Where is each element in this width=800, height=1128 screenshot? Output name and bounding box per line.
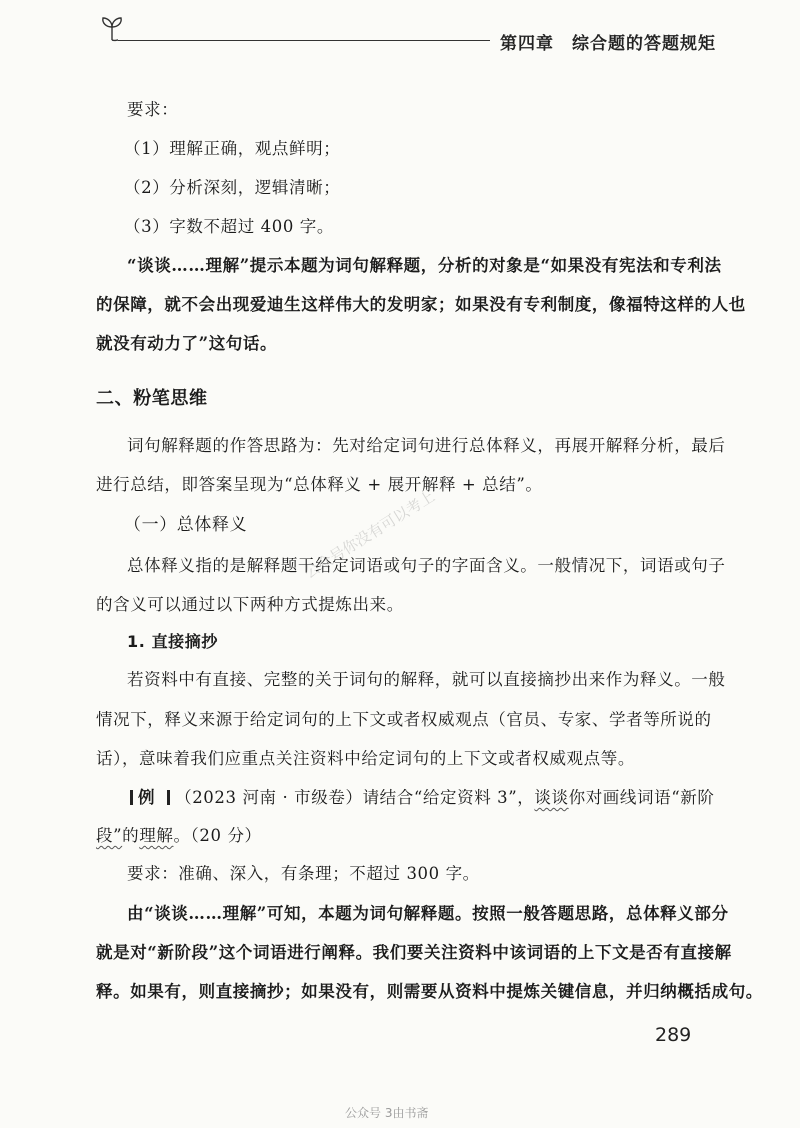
paragraph-line: 的含义可以通过以下两种方式提炼出来。 xyxy=(96,595,404,614)
leaf-sprout-icon xyxy=(96,14,128,46)
paragraph-line: 总体释义指的是解释题干给定词语或句子的字面含义。一般情况下，词语或句子 xyxy=(127,556,726,575)
page-number: 289 xyxy=(655,1024,692,1046)
header-rule xyxy=(118,40,490,41)
example-tag: 例 xyxy=(125,788,175,807)
paragraph-line: 词句解释题的作答思路为：先对给定词句进行总体释义，再展开解释分析，最后 xyxy=(127,436,726,455)
example-requirement: 要求：准确、深入，有条理；不超过 300 字。 xyxy=(127,864,480,883)
analysis-line: 由“谈谈……理解”可知，本题为词句解释题。按照一般答题思路，总体释义部分 xyxy=(127,904,729,923)
requirement-item: （3）字数不超过 400 字。 xyxy=(124,217,334,236)
analysis-line: 就是对“新阶段”这个词语进行阐释。我们要关注资料中该词语的上下文是否有直接解 xyxy=(96,943,732,962)
analysis-line: 的保障，就不会出现爱迪生这样伟大的发明家；如果没有专利制度，像福特这样的人也 xyxy=(96,295,746,314)
analysis-line: 就没有动力了”这句话。 xyxy=(96,334,278,353)
wavy-underline-text: 理解 xyxy=(139,826,174,845)
paragraph-line: 进行总结，即答案呈现为“总体释义 + 展开解释 + 总结”。 xyxy=(96,475,543,494)
analysis-line: “谈谈……理解”提示本题为词句解释题，分析的对象是“如果没有宪法和专利法 xyxy=(127,256,722,275)
chapter-title: 综合题的答题规矩 xyxy=(572,34,716,54)
running-header xyxy=(500,29,716,54)
requirement-item: （1）理解正确，观点鲜明； xyxy=(124,139,341,158)
chapter-number: 第四章 xyxy=(500,34,554,54)
method-heading: 1. 直接摘抄 xyxy=(127,632,218,651)
example-question-line: 例 （2023 河南 · 市级卷）请结合“给定资料 3”，谈谈你对画线词语“新阶 xyxy=(125,784,714,808)
wavy-underline-text: 谈谈 xyxy=(534,788,569,807)
requirements-title: 要求： xyxy=(127,100,179,119)
footer-stamp: 公众号 3由书斋 xyxy=(345,1106,429,1120)
section-heading: 二、粉笔思维 xyxy=(96,388,208,409)
requirement-item: （2）分析深刻，逻辑清晰； xyxy=(124,178,341,197)
paragraph-line: 情况下，释义来源于给定词句的上下文或者权威观点（官员、专家、学者等所说的 xyxy=(96,710,712,729)
subsection-heading: （一）总体释义 xyxy=(124,515,248,535)
paragraph-line: 若资料中有直接、完整的关于词句的解释，就可以直接摘抄出来作为释义。一般 xyxy=(127,670,726,689)
watermark: 公众号你没有可以考上 xyxy=(301,487,438,582)
paragraph-line: 话），意味着我们应重点关注资料中给定词句的上下文或者权威观点等。 xyxy=(96,749,635,768)
wavy-underline-text: 段” xyxy=(96,826,123,845)
analysis-line: 释。如果有，则直接摘抄；如果没有，则需要从资料中提炼关键信息，并归纳概括成句。 xyxy=(96,982,763,1001)
example-question-line: 段”的理解。（20 分） xyxy=(96,826,262,845)
